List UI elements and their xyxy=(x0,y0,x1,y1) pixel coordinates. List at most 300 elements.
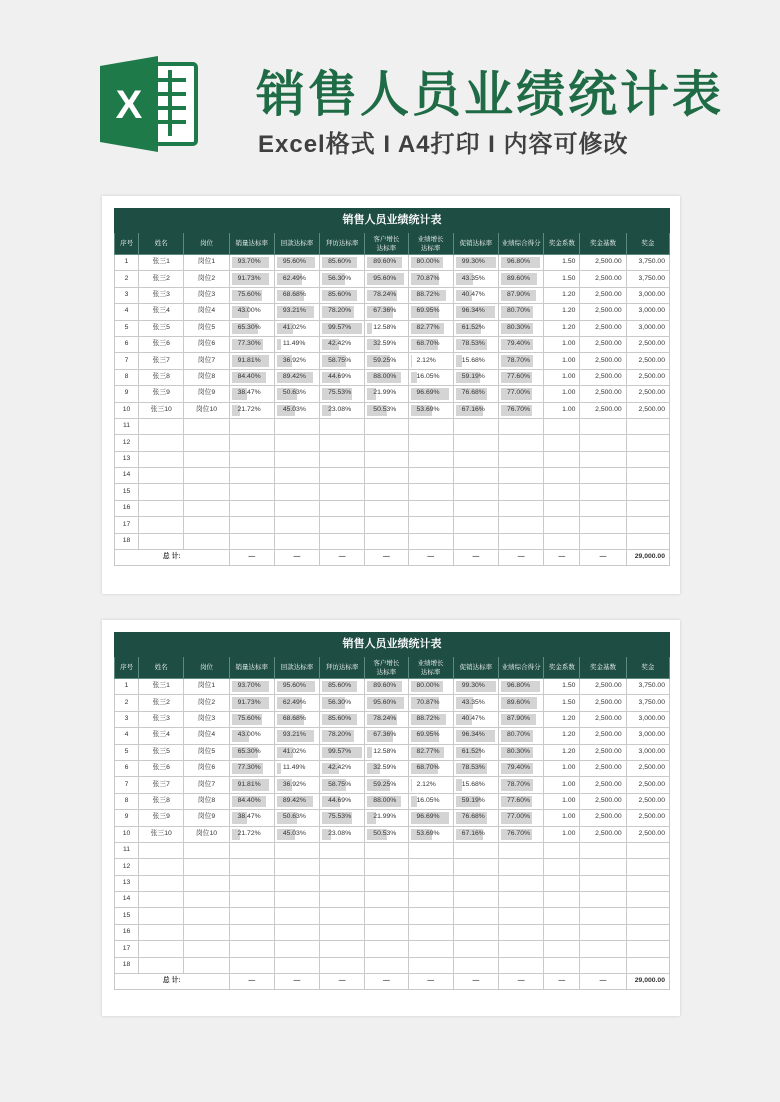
rate-cell[interactable]: 61.52% xyxy=(453,320,498,336)
table-cell[interactable] xyxy=(408,500,453,516)
rate-cell[interactable]: 78.70% xyxy=(498,777,543,793)
rate-cell[interactable]: 80.70% xyxy=(498,304,543,320)
table-cell[interactable] xyxy=(139,500,184,516)
table-cell[interactable]: 3,750.00 xyxy=(626,695,669,711)
table-cell[interactable] xyxy=(626,892,669,908)
table-cell[interactable] xyxy=(184,533,229,549)
table-cell[interactable] xyxy=(229,451,274,467)
table-cell[interactable] xyxy=(498,875,543,891)
table-cell[interactable] xyxy=(453,435,498,451)
table-cell[interactable]: 张三8 xyxy=(139,793,184,809)
table-cell[interactable] xyxy=(580,533,626,549)
rate-cell[interactable]: 42.42% xyxy=(320,336,365,352)
table-cell[interactable]: 岗位7 xyxy=(184,777,229,793)
table-cell[interactable] xyxy=(626,859,669,875)
table-cell[interactable] xyxy=(408,892,453,908)
rate-cell[interactable]: 59.25% xyxy=(365,353,408,369)
rate-cell[interactable]: 62.49% xyxy=(274,695,319,711)
rate-cell[interactable]: 77.00% xyxy=(498,810,543,826)
rate-cell[interactable]: 82.77% xyxy=(408,744,453,760)
rate-cell[interactable]: 85.60% xyxy=(320,711,365,727)
table-cell[interactable] xyxy=(544,875,580,891)
table-cell[interactable] xyxy=(320,875,365,891)
table-cell[interactable] xyxy=(184,859,229,875)
table-cell[interactable] xyxy=(184,500,229,516)
table-cell[interactable]: 岗位5 xyxy=(184,320,229,336)
rate-cell[interactable]: 75.53% xyxy=(320,386,365,402)
table-cell[interactable]: 3,000.00 xyxy=(626,287,669,303)
table-cell[interactable]: 16 xyxy=(115,500,139,516)
table-cell[interactable] xyxy=(274,875,319,891)
table-cell[interactable] xyxy=(408,418,453,434)
table-cell[interactable]: 8 xyxy=(115,793,139,809)
table-cell[interactable] xyxy=(408,484,453,500)
table-cell[interactable]: 4 xyxy=(115,728,139,744)
rate-cell[interactable]: 79.40% xyxy=(498,760,543,776)
rate-cell[interactable]: 96.34% xyxy=(453,304,498,320)
table-cell[interactable]: 张三7 xyxy=(139,777,184,793)
table-cell[interactable] xyxy=(544,859,580,875)
table-cell[interactable]: 1.00 xyxy=(544,793,580,809)
table-cell[interactable] xyxy=(544,468,580,484)
table-cell[interactable]: 3,000.00 xyxy=(626,711,669,727)
rate-cell[interactable]: 21.72% xyxy=(229,826,274,842)
rate-cell[interactable]: 87.90% xyxy=(498,711,543,727)
table-cell[interactable]: 张三10 xyxy=(139,402,184,418)
table-cell[interactable] xyxy=(320,924,365,940)
rate-cell[interactable]: 89.42% xyxy=(274,369,319,385)
table-cell[interactable] xyxy=(274,500,319,516)
table-cell[interactable]: 张三4 xyxy=(139,304,184,320)
table-cell[interactable] xyxy=(626,908,669,924)
table-cell[interactable]: 张三9 xyxy=(139,810,184,826)
table-cell[interactable] xyxy=(229,892,274,908)
rate-cell[interactable]: 59.19% xyxy=(453,369,498,385)
table-cell[interactable] xyxy=(408,908,453,924)
table-cell[interactable]: 岗位4 xyxy=(184,728,229,744)
table-cell[interactable] xyxy=(408,468,453,484)
rate-cell[interactable]: 80.70% xyxy=(498,728,543,744)
table-cell[interactable] xyxy=(184,451,229,467)
table-cell[interactable] xyxy=(498,451,543,467)
table-cell[interactable]: 2,500.00 xyxy=(626,810,669,826)
table-cell[interactable]: 3 xyxy=(115,287,139,303)
table-cell[interactable]: 2,500.00 xyxy=(580,744,626,760)
table-cell[interactable] xyxy=(498,484,543,500)
table-cell[interactable]: 1.50 xyxy=(544,679,580,695)
table-cell[interactable] xyxy=(453,957,498,973)
table-cell[interactable]: 2 xyxy=(115,271,139,287)
table-cell[interactable] xyxy=(274,957,319,973)
table-cell[interactable] xyxy=(626,484,669,500)
table-cell[interactable]: 岗位8 xyxy=(184,369,229,385)
table-cell[interactable]: 1.20 xyxy=(544,320,580,336)
table-cell[interactable]: 3,750.00 xyxy=(626,255,669,271)
table-cell[interactable] xyxy=(184,941,229,957)
table-cell[interactable] xyxy=(184,435,229,451)
table-cell[interactable] xyxy=(498,517,543,533)
table-cell[interactable] xyxy=(365,517,408,533)
table-cell[interactable]: 2,500.00 xyxy=(580,679,626,695)
table-cell[interactable]: 1.00 xyxy=(544,760,580,776)
table-cell[interactable]: 1.20 xyxy=(544,287,580,303)
table-cell[interactable]: 2,500.00 xyxy=(580,320,626,336)
table-cell[interactable] xyxy=(274,859,319,875)
table-cell[interactable] xyxy=(498,842,543,858)
table-cell[interactable] xyxy=(139,533,184,549)
table-cell[interactable]: 3,000.00 xyxy=(626,304,669,320)
rate-cell[interactable]: 45.03% xyxy=(274,402,319,418)
rate-cell[interactable]: 11.49% xyxy=(274,760,319,776)
table-cell[interactable] xyxy=(274,941,319,957)
rate-cell[interactable]: 68.68% xyxy=(274,287,319,303)
table-cell[interactable] xyxy=(320,892,365,908)
rate-cell[interactable]: 16.05% xyxy=(408,793,453,809)
table-cell[interactable]: 18 xyxy=(115,533,139,549)
rate-cell[interactable]: 80.30% xyxy=(498,320,543,336)
table-cell[interactable] xyxy=(139,468,184,484)
table-cell[interactable]: 2,500.00 xyxy=(580,402,626,418)
table-cell[interactable]: 1.00 xyxy=(544,810,580,826)
rate-cell[interactable]: 45.03% xyxy=(274,826,319,842)
table-cell[interactable] xyxy=(453,892,498,908)
table-cell[interactable] xyxy=(229,435,274,451)
rate-cell[interactable]: 89.60% xyxy=(365,679,408,695)
table-cell[interactable] xyxy=(544,892,580,908)
rate-cell[interactable]: 53.69% xyxy=(408,402,453,418)
table-cell[interactable] xyxy=(408,941,453,957)
table-cell[interactable]: 岗位5 xyxy=(184,744,229,760)
table-cell[interactable]: 12 xyxy=(115,859,139,875)
table-cell[interactable]: 2,500.00 xyxy=(580,304,626,320)
rate-cell[interactable]: 42.42% xyxy=(320,760,365,776)
table-cell[interactable] xyxy=(274,908,319,924)
table-cell[interactable] xyxy=(580,517,626,533)
rate-cell[interactable]: 21.99% xyxy=(365,810,408,826)
table-cell[interactable] xyxy=(229,500,274,516)
table-cell[interactable]: 13 xyxy=(115,875,139,891)
table-cell[interactable] xyxy=(453,908,498,924)
table-cell[interactable] xyxy=(498,892,543,908)
table-cell[interactable] xyxy=(274,435,319,451)
table-cell[interactable] xyxy=(365,842,408,858)
rate-cell[interactable]: 58.75% xyxy=(320,353,365,369)
rate-cell[interactable]: 21.72% xyxy=(229,402,274,418)
rate-cell[interactable]: 68.70% xyxy=(408,760,453,776)
table-cell[interactable]: 13 xyxy=(115,451,139,467)
rate-cell[interactable]: 76.70% xyxy=(498,402,543,418)
table-cell[interactable] xyxy=(320,517,365,533)
table-cell[interactable]: 岗位2 xyxy=(184,271,229,287)
rate-cell[interactable]: 43.00% xyxy=(229,304,274,320)
table-cell[interactable]: 2,500.00 xyxy=(580,255,626,271)
table-cell[interactable]: 2,500.00 xyxy=(580,287,626,303)
table-cell[interactable]: 2,500.00 xyxy=(580,353,626,369)
rate-cell[interactable]: 76.68% xyxy=(453,810,498,826)
table-cell[interactable]: 2,500.00 xyxy=(580,760,626,776)
table-cell[interactable] xyxy=(544,484,580,500)
table-cell[interactable] xyxy=(139,941,184,957)
table-cell[interactable]: 6 xyxy=(115,336,139,352)
table-cell[interactable]: 2,500.00 xyxy=(580,810,626,826)
table-cell[interactable] xyxy=(453,500,498,516)
rate-cell[interactable]: 16.05% xyxy=(408,369,453,385)
table-cell[interactable] xyxy=(184,842,229,858)
table-cell[interactable]: 1.20 xyxy=(544,744,580,760)
table-cell[interactable]: 6 xyxy=(115,760,139,776)
table-cell[interactable] xyxy=(408,859,453,875)
rate-cell[interactable]: 44.69% xyxy=(320,369,365,385)
rate-cell[interactable]: 89.42% xyxy=(274,793,319,809)
table-cell[interactable] xyxy=(626,435,669,451)
table-cell[interactable]: 14 xyxy=(115,892,139,908)
table-cell[interactable]: 张三3 xyxy=(139,711,184,727)
rate-cell[interactable]: 38.47% xyxy=(229,386,274,402)
table-cell[interactable] xyxy=(274,418,319,434)
table-cell[interactable] xyxy=(139,924,184,940)
table-cell[interactable]: 8 xyxy=(115,369,139,385)
table-cell[interactable]: 3,750.00 xyxy=(626,271,669,287)
table-cell[interactable] xyxy=(408,517,453,533)
rate-cell[interactable]: 69.95% xyxy=(408,304,453,320)
table-cell[interactable]: 3,000.00 xyxy=(626,728,669,744)
rate-cell[interactable]: 77.30% xyxy=(229,760,274,776)
rate-cell[interactable]: 11.49% xyxy=(274,336,319,352)
table-cell[interactable] xyxy=(580,435,626,451)
table-cell[interactable] xyxy=(544,941,580,957)
rate-cell[interactable]: 40.47% xyxy=(453,287,498,303)
table-cell[interactable] xyxy=(580,842,626,858)
table-cell[interactable] xyxy=(365,533,408,549)
table-cell[interactable] xyxy=(453,941,498,957)
table-cell[interactable]: 2,500.00 xyxy=(626,826,669,842)
rate-cell[interactable]: 50.63% xyxy=(274,810,319,826)
rate-cell[interactable]: 53.69% xyxy=(408,826,453,842)
table-cell[interactable] xyxy=(626,418,669,434)
table-cell[interactable] xyxy=(229,941,274,957)
table-cell[interactable] xyxy=(580,924,626,940)
rate-cell[interactable]: 23.08% xyxy=(320,826,365,842)
table-cell[interactable]: 张三5 xyxy=(139,320,184,336)
table-cell[interactable] xyxy=(365,451,408,467)
table-cell[interactable]: 1.00 xyxy=(544,336,580,352)
table-cell[interactable] xyxy=(453,842,498,858)
table-cell[interactable] xyxy=(184,418,229,434)
table-cell[interactable]: 2,500.00 xyxy=(626,353,669,369)
table-cell[interactable] xyxy=(365,892,408,908)
rate-cell[interactable]: 99.30% xyxy=(453,255,498,271)
table-cell[interactable]: 张三6 xyxy=(139,760,184,776)
table-cell[interactable] xyxy=(453,484,498,500)
table-cell[interactable]: 2,500.00 xyxy=(580,728,626,744)
table-cell[interactable] xyxy=(184,468,229,484)
table-cell[interactable] xyxy=(544,435,580,451)
table-cell[interactable] xyxy=(498,418,543,434)
table-cell[interactable] xyxy=(184,908,229,924)
table-cell[interactable]: 11 xyxy=(115,418,139,434)
table-cell[interactable]: 岗位8 xyxy=(184,793,229,809)
rate-cell[interactable]: 78.24% xyxy=(365,287,408,303)
table-cell[interactable] xyxy=(498,435,543,451)
table-cell[interactable] xyxy=(229,517,274,533)
rate-cell[interactable]: 89.60% xyxy=(498,695,543,711)
table-cell[interactable]: 1.50 xyxy=(544,271,580,287)
table-cell[interactable] xyxy=(626,500,669,516)
table-cell[interactable] xyxy=(365,957,408,973)
table-cell[interactable]: 1.50 xyxy=(544,695,580,711)
table-cell[interactable]: 1.50 xyxy=(544,255,580,271)
rate-cell[interactable]: 2.12% xyxy=(408,777,453,793)
table-cell[interactable] xyxy=(580,908,626,924)
table-cell[interactable]: 14 xyxy=(115,468,139,484)
rate-cell[interactable]: 65.30% xyxy=(229,744,274,760)
rate-cell[interactable]: 78.53% xyxy=(453,336,498,352)
table-cell[interactable]: 2,500.00 xyxy=(580,777,626,793)
table-cell[interactable]: 9 xyxy=(115,386,139,402)
table-cell[interactable] xyxy=(453,533,498,549)
table-cell[interactable] xyxy=(626,533,669,549)
table-cell[interactable]: 9 xyxy=(115,810,139,826)
table-cell[interactable] xyxy=(626,468,669,484)
rate-cell[interactable]: 89.60% xyxy=(365,255,408,271)
table-cell[interactable] xyxy=(365,924,408,940)
table-cell[interactable] xyxy=(139,908,184,924)
rate-cell[interactable]: 96.80% xyxy=(498,679,543,695)
table-cell[interactable] xyxy=(365,500,408,516)
table-cell[interactable] xyxy=(365,941,408,957)
table-cell[interactable]: 2,500.00 xyxy=(580,271,626,287)
rate-cell[interactable]: 76.68% xyxy=(453,386,498,402)
rate-cell[interactable]: 84.40% xyxy=(229,369,274,385)
table-cell[interactable] xyxy=(139,517,184,533)
rate-cell[interactable]: 79.40% xyxy=(498,336,543,352)
table-cell[interactable]: 岗位2 xyxy=(184,695,229,711)
rate-cell[interactable]: 96.69% xyxy=(408,810,453,826)
table-cell[interactable] xyxy=(626,957,669,973)
table-cell[interactable] xyxy=(320,859,365,875)
table-cell[interactable] xyxy=(626,517,669,533)
table-cell[interactable]: 2,500.00 xyxy=(580,695,626,711)
rate-cell[interactable]: 59.25% xyxy=(365,777,408,793)
rate-cell[interactable]: 41.02% xyxy=(274,744,319,760)
table-cell[interactable]: 岗位7 xyxy=(184,353,229,369)
table-cell[interactable] xyxy=(453,451,498,467)
table-cell[interactable] xyxy=(580,875,626,891)
rate-cell[interactable]: 56.30% xyxy=(320,695,365,711)
table-cell[interactable] xyxy=(184,484,229,500)
rate-cell[interactable]: 67.36% xyxy=(365,728,408,744)
table-cell[interactable]: 2,500.00 xyxy=(626,369,669,385)
table-cell[interactable] xyxy=(453,517,498,533)
table-cell[interactable]: 张三6 xyxy=(139,336,184,352)
table-cell[interactable]: 张三7 xyxy=(139,353,184,369)
table-cell[interactable] xyxy=(139,859,184,875)
table-cell[interactable] xyxy=(139,875,184,891)
rate-cell[interactable]: 91.73% xyxy=(229,271,274,287)
rate-cell[interactable]: 50.63% xyxy=(274,386,319,402)
table-cell[interactable]: 17 xyxy=(115,941,139,957)
table-cell[interactable] xyxy=(229,875,274,891)
table-cell[interactable]: 1.20 xyxy=(544,728,580,744)
table-cell[interactable] xyxy=(184,875,229,891)
rate-cell[interactable]: 43.35% xyxy=(453,695,498,711)
table-cell[interactable] xyxy=(139,418,184,434)
rate-cell[interactable]: 36.92% xyxy=(274,777,319,793)
rate-cell[interactable]: 41.02% xyxy=(274,320,319,336)
rate-cell[interactable]: 61.52% xyxy=(453,744,498,760)
table-cell[interactable]: 1.20 xyxy=(544,711,580,727)
table-cell[interactable] xyxy=(229,924,274,940)
table-cell[interactable] xyxy=(580,941,626,957)
table-cell[interactable] xyxy=(274,468,319,484)
table-cell[interactable]: 15 xyxy=(115,484,139,500)
table-cell[interactable]: 张三9 xyxy=(139,386,184,402)
table-cell[interactable] xyxy=(544,451,580,467)
table-cell[interactable] xyxy=(408,957,453,973)
table-cell[interactable] xyxy=(320,418,365,434)
table-cell[interactable]: 2,500.00 xyxy=(626,402,669,418)
rate-cell[interactable]: 44.69% xyxy=(320,793,365,809)
table-cell[interactable]: 1.00 xyxy=(544,826,580,842)
table-cell[interactable]: 2,500.00 xyxy=(580,386,626,402)
table-cell[interactable]: 1.20 xyxy=(544,304,580,320)
table-cell[interactable]: 2,500.00 xyxy=(580,336,626,352)
table-cell[interactable] xyxy=(453,468,498,484)
table-cell[interactable]: 张三3 xyxy=(139,287,184,303)
table-cell[interactable] xyxy=(139,892,184,908)
table-cell[interactable] xyxy=(229,468,274,484)
rate-cell[interactable]: 70.87% xyxy=(408,695,453,711)
table-cell[interactable] xyxy=(320,484,365,500)
table-cell[interactable] xyxy=(544,418,580,434)
table-cell[interactable]: 4 xyxy=(115,304,139,320)
rate-cell[interactable]: 85.60% xyxy=(320,287,365,303)
rate-cell[interactable]: 56.30% xyxy=(320,271,365,287)
rate-cell[interactable]: 77.60% xyxy=(498,369,543,385)
table-cell[interactable]: 岗位6 xyxy=(184,760,229,776)
table-cell[interactable]: 1.00 xyxy=(544,353,580,369)
table-cell[interactable] xyxy=(580,859,626,875)
table-cell[interactable] xyxy=(626,941,669,957)
rate-cell[interactable]: 21.99% xyxy=(365,386,408,402)
rate-cell[interactable]: 88.00% xyxy=(365,793,408,809)
rate-cell[interactable]: 96.69% xyxy=(408,386,453,402)
table-cell[interactable] xyxy=(139,451,184,467)
table-cell[interactable] xyxy=(453,418,498,434)
table-cell[interactable] xyxy=(498,500,543,516)
table-cell[interactable] xyxy=(274,484,319,500)
table-cell[interactable] xyxy=(408,924,453,940)
rate-cell[interactable]: 95.60% xyxy=(365,695,408,711)
rate-cell[interactable]: 50.53% xyxy=(365,402,408,418)
table-cell[interactable]: 2,500.00 xyxy=(580,711,626,727)
table-cell[interactable]: 岗位1 xyxy=(184,679,229,695)
table-cell[interactable] xyxy=(365,859,408,875)
table-cell[interactable] xyxy=(365,875,408,891)
table-cell[interactable] xyxy=(274,451,319,467)
table-cell[interactable] xyxy=(580,418,626,434)
table-cell[interactable]: 1 xyxy=(115,255,139,271)
table-cell[interactable] xyxy=(580,484,626,500)
table-cell[interactable] xyxy=(544,842,580,858)
table-cell[interactable] xyxy=(184,924,229,940)
rate-cell[interactable]: 62.49% xyxy=(274,271,319,287)
table-cell[interactable] xyxy=(498,941,543,957)
rate-cell[interactable]: 80.00% xyxy=(408,679,453,695)
rate-cell[interactable]: 36.92% xyxy=(274,353,319,369)
table-cell[interactable] xyxy=(229,418,274,434)
rate-cell[interactable]: 89.60% xyxy=(498,271,543,287)
